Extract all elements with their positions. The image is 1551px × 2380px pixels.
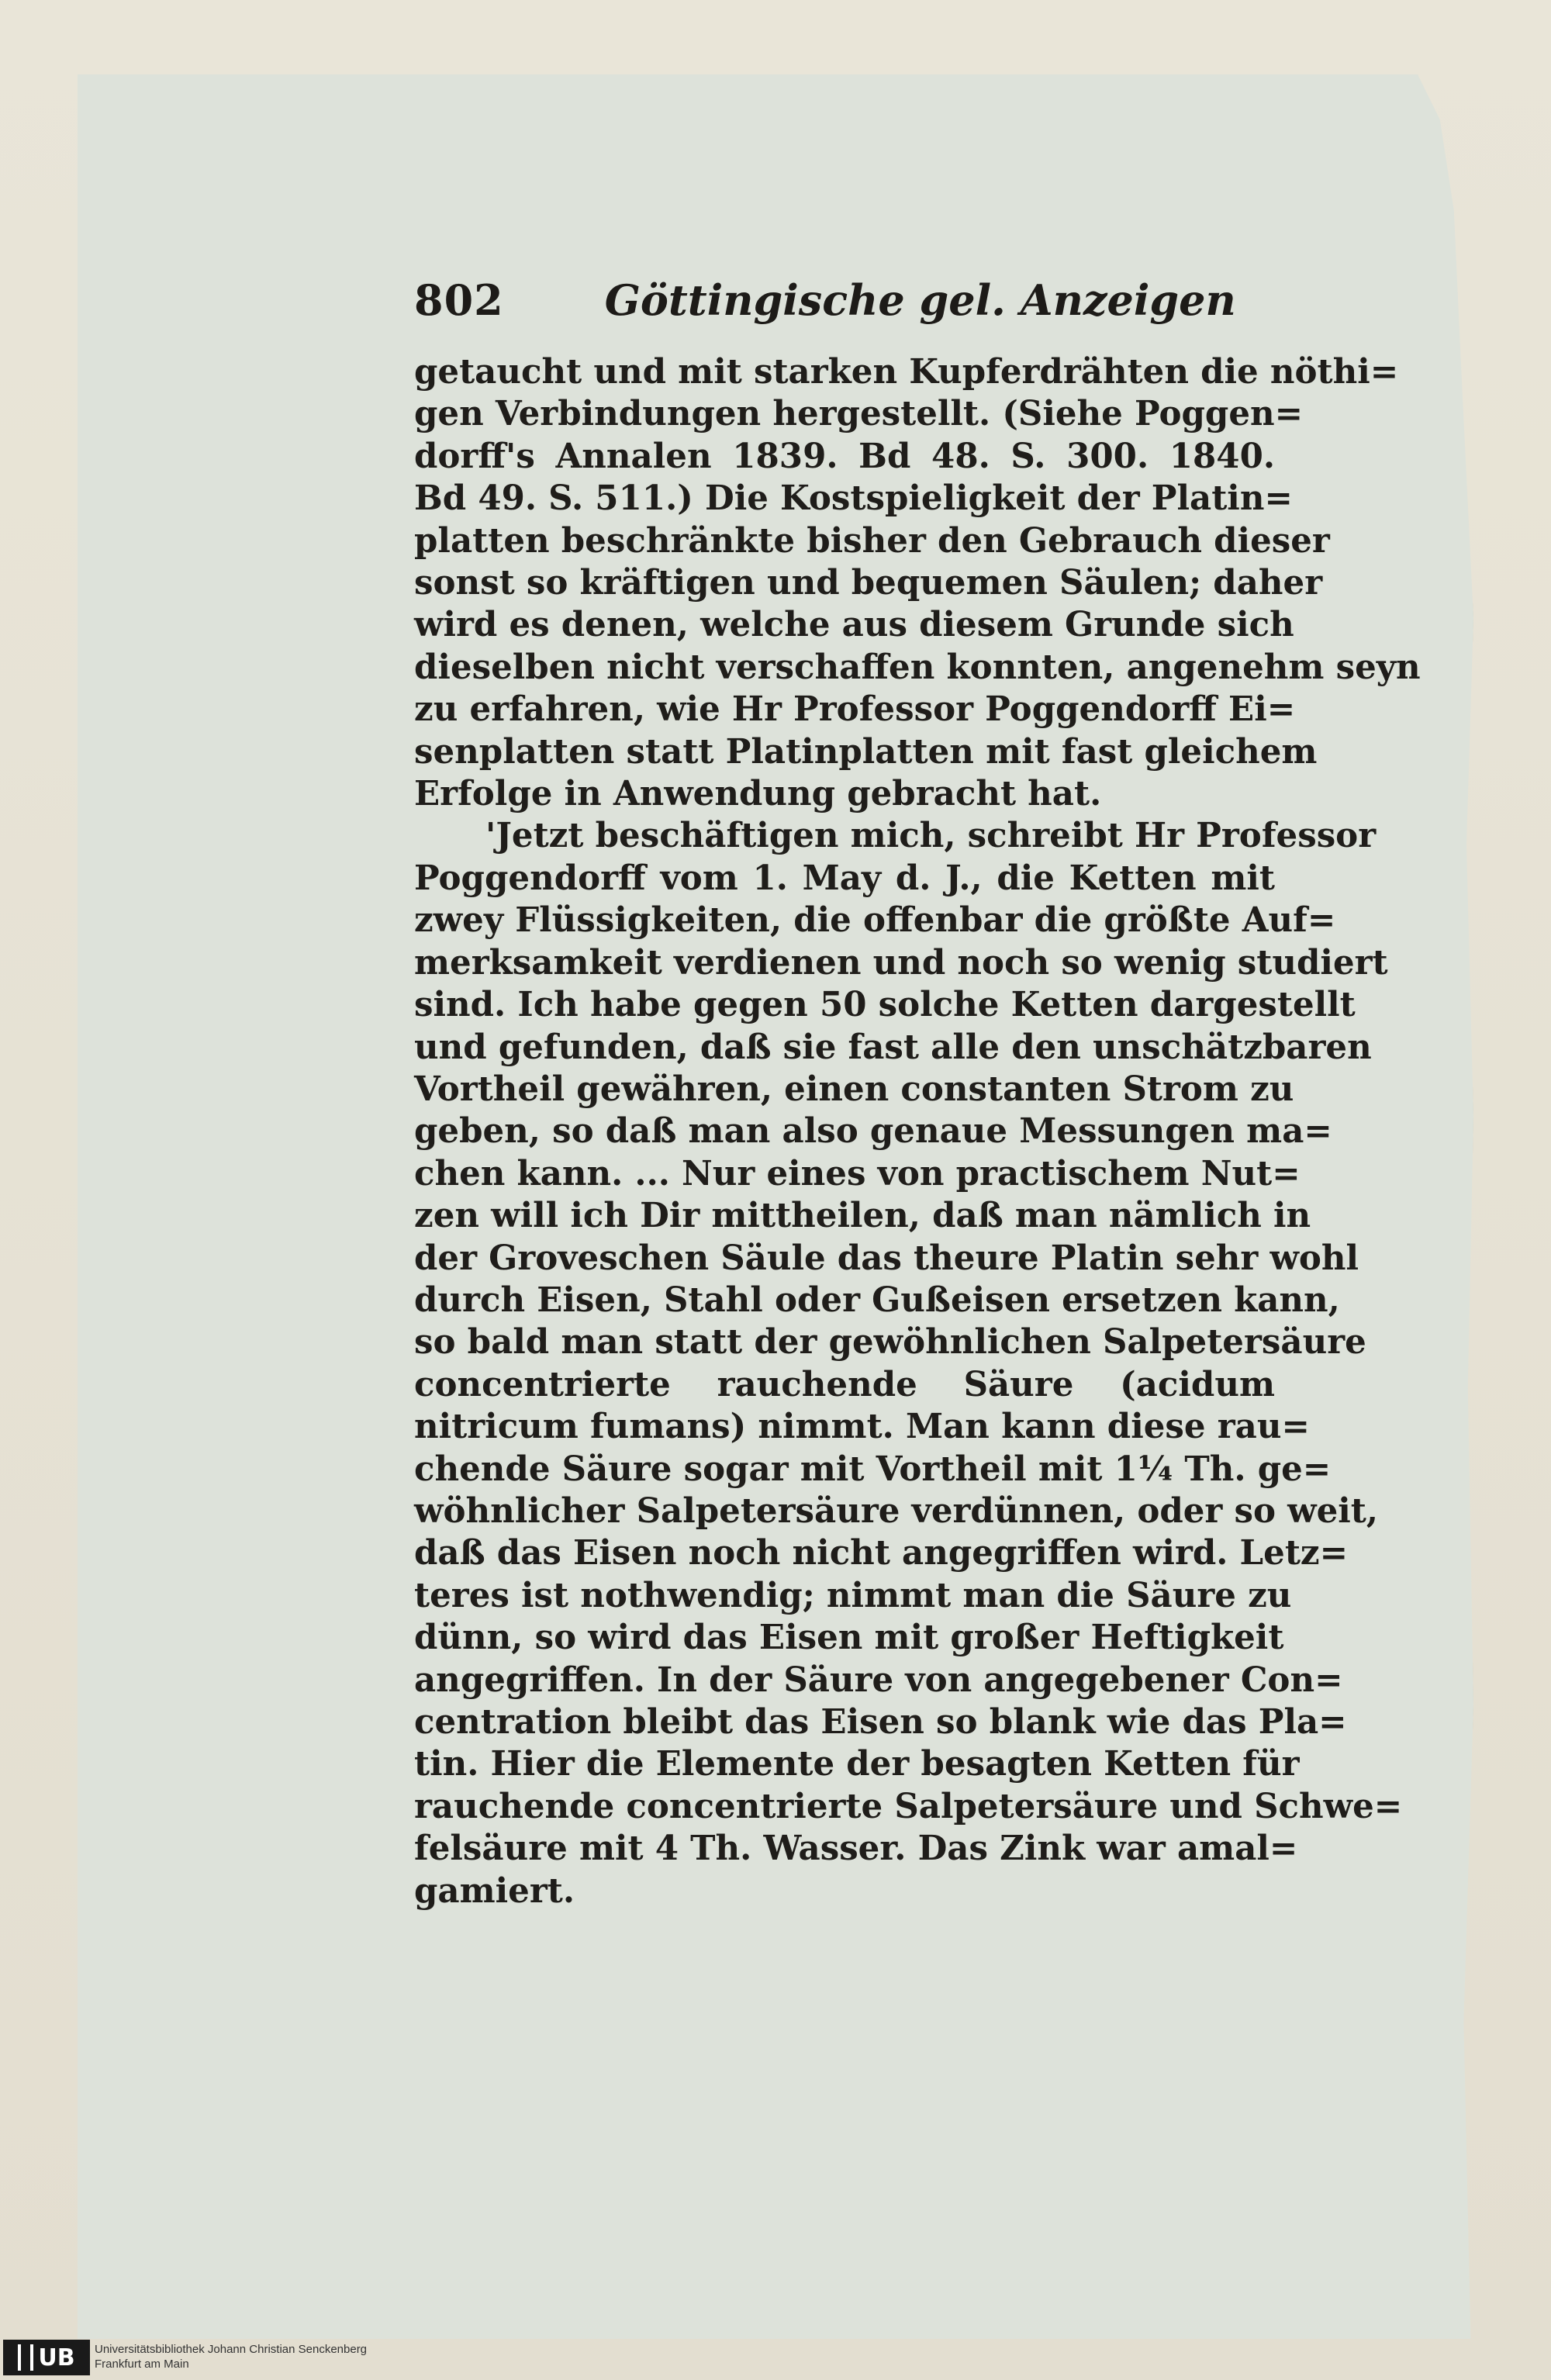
text-line: dieselben nicht verschaffen konnten, angenehm seyn <box>414 647 1421 687</box>
page-number: 802 <box>414 275 504 325</box>
text-line: durch Eisen, Stahl oder Gußeisen ersetzen kann, <box>414 1280 1340 1320</box>
text-line: merksamkeit verdienen und noch so wenig studiert <box>414 942 1388 983</box>
library-credit <box>95 2342 367 2371</box>
page-header <box>414 275 1275 340</box>
text-line: 'Jetzt beschäftigen mich, schreibt Hr Professor <box>485 816 1377 856</box>
text-line: felsäure mit 4 Th. Wasser. Das Zink war amal= <box>414 1829 1298 1869</box>
text-line: zu erfahren, wie Hr Professor Poggendorff Ei= <box>414 689 1296 730</box>
text-line: centration bleibt das Eisen so blank wie das Pla= <box>414 1702 1347 1742</box>
text-line: getaucht und mit starken Kupferdrähten die nöthi= <box>414 352 1399 392</box>
text-line: gen Verbindungen hergestellt. (Siehe Poggen= <box>414 394 1304 434</box>
text-line: der Groveschen Säule das theure Platin sehr wohl <box>414 1238 1359 1278</box>
text-line: concentrierte rauchende Säure (acidum <box>414 1364 1275 1404</box>
library-logo-text: UB <box>38 2344 75 2371</box>
text-line: angegriffen. In der Säure von angegebener Con= <box>414 1660 1343 1700</box>
text-line: wird es denen, welche aus diesem Grunde sich <box>414 605 1294 645</box>
text-line: Bd 49. S. 511.) Die Kostspieligkeit der Platin= <box>414 478 1293 519</box>
text-line: senplatten statt Platinplatten mit fast gleichem <box>414 731 1318 772</box>
text-line: wöhnlicher Salpetersäure verdünnen, oder so weit, <box>414 1491 1379 1531</box>
text-line: daß das Eisen noch nicht angegriffen wird. Letz= <box>414 1533 1349 1573</box>
running-title: Göttingische gel. Anzeigen <box>604 275 1236 325</box>
text-line: zwey Flüssigkeiten, die offenbar die größte Auf= <box>414 900 1336 941</box>
library-credit-line1: Universitätsbibliothek Johann Christian Senckenberg <box>95 2343 368 2356</box>
text-line: tin. Hier die Elemente der besagten Ketten für <box>414 1744 1300 1784</box>
text-line: rauchende concentrierte Salpetersäure und Schwe= <box>414 1786 1403 1826</box>
text-line: sonst so kräftigen und bequemen Säulen; daher <box>414 563 1323 603</box>
text-line: gamiert. <box>414 1870 575 1911</box>
text-line: dünn, so wird das Eisen mit großer Heftigkeit <box>414 1618 1284 1658</box>
text-line: nitricum fumans) nimmt. Man kann diese rau= <box>414 1407 1310 1447</box>
text-line: Poggendorff vom 1. May d. J., die Ketten mit <box>414 858 1275 898</box>
text-line: chende Säure sogar mit Vortheil mit 1¼ Th. ge= <box>414 1449 1332 1489</box>
text-line: geben, so daß man also genaue Messungen ma= <box>414 1111 1332 1152</box>
body-text <box>414 351 1421 1912</box>
text-line: sind. Ich habe gegen 50 solche Ketten dargestellt <box>414 985 1356 1025</box>
text-line: zen will ich Dir mittheilen, daß man nämlich in <box>414 1196 1311 1236</box>
library-credit-line2: Frankfurt am Main <box>95 2358 189 2371</box>
library-logo <box>3 2340 90 2375</box>
text-line: Erfolge in Anwendung gebracht hat. <box>414 774 1102 814</box>
text-line: dorff's Annalen 1839. Bd 48. S. 300. 1840. <box>414 436 1275 476</box>
text-line: chen kann. ... Nur eines von practischem Nut= <box>414 1153 1301 1193</box>
text-line: platten beschränkte bisher den Gebrauch dieser <box>414 520 1330 561</box>
text-line: und gefunden, daß sie fast alle den unschätzbaren <box>414 1027 1372 1067</box>
text-line: teres ist nothwendig; nimmt man die Säure zu <box>414 1575 1292 1615</box>
page-content <box>414 275 1421 1912</box>
library-logo-icon <box>18 2344 33 2371</box>
text-line: Vortheil gewähren, einen constanten Strom zu <box>414 1069 1294 1109</box>
text-line: so bald man statt der gewöhnlichen Salpetersäure <box>414 1322 1366 1363</box>
